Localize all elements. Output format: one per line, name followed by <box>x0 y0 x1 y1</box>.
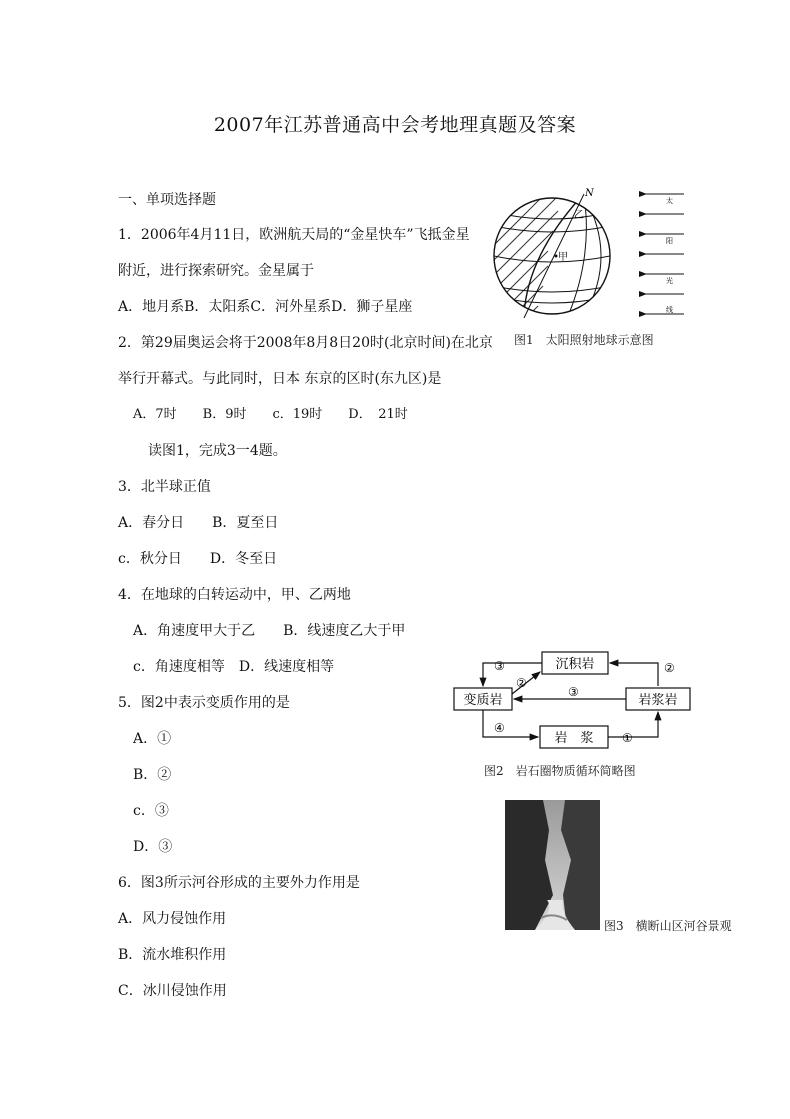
question-3-options-cd: c．秋分日 D．冬至日 <box>118 551 278 567</box>
question-2-line-2: 举行开幕式。与此同时，日本 东京的区时(东九区)是 <box>118 371 442 387</box>
arrow-sed-to-meta <box>483 663 542 686</box>
question-6-option-b: B．流水堆积作用 <box>118 947 227 963</box>
label-magma: 岩 浆 <box>554 731 594 746</box>
figure-1-caption: 图1 太阳照射地球示意图 <box>514 333 654 347</box>
point-yi-label: 乙 <box>574 210 584 221</box>
question-1-line-1: 1．2006年4月11日，欧洲航天局的“金星快车”飞抵金星 <box>118 227 470 243</box>
sunlight-arrows <box>646 194 684 314</box>
question-5-option-b: B．② <box>133 767 172 783</box>
label-metamorphic: 变质岩 <box>463 693 503 708</box>
label-sedimentary: 沉积岩 <box>555 657 595 672</box>
arrow-label-3-mid: ③ <box>568 685 579 699</box>
sun-char-3: 光 <box>666 277 673 285</box>
reading-instruction: 读图1，完成3一4题。 <box>148 443 287 459</box>
question-4: 4．在地球的白转运动中，甲、乙两地 <box>118 587 351 603</box>
figure-1-earth-illumination <box>488 186 693 326</box>
question-6: 6．图3所示河谷形成的主要外力作用是 <box>118 875 360 891</box>
arrow-label-2-left: ② <box>516 676 527 690</box>
north-label: N <box>585 188 594 199</box>
question-4-options-ab: A．角速度甲大于乙 B．线速度乙大于甲 <box>133 623 406 639</box>
question-5-option-d: D．③ <box>133 839 173 855</box>
figure-3-valley-photo <box>505 800 600 930</box>
globe <box>488 186 693 326</box>
question-6-option-a: A．风力侵蚀作用 <box>118 911 227 927</box>
question-5: 5．图2中表示变质作用的是 <box>118 695 290 711</box>
question-6-option-c: C．冰川侵蚀作用 <box>118 983 227 999</box>
question-4-options-cd: c．角速度相等 D．线速度相等 <box>133 659 335 675</box>
arrow-label-3-top: ③ <box>494 659 505 673</box>
question-2-line-1: 2．第29届奥运会将于2008年8月8日20时(北京时间)在北京 <box>118 335 493 351</box>
question-5-option-c: c．③ <box>133 803 169 819</box>
page-title: 2007年江苏普通高中会考地理真题及答案 <box>213 114 577 136</box>
point-jia-label: 甲 <box>558 252 568 263</box>
arrow-magma-to-ign <box>608 712 658 737</box>
arrow-label-4: ④ <box>494 721 505 735</box>
figure-2-caption: 图2 岩石圈物质循环简略图 <box>484 764 636 778</box>
point-jia-marker <box>555 255 558 258</box>
arrow-label-2-right: ② <box>664 661 675 675</box>
sun-char-1: 太 <box>666 197 673 205</box>
arrow-meta-to-magma <box>483 710 538 737</box>
question-1-line-2: 附近，进行探索研究。金星属于 <box>118 263 314 279</box>
figure-3-caption: 图3 横断山区河谷景观 <box>604 919 732 933</box>
label-igneous: 岩浆岩 <box>638 693 678 708</box>
question-2-options: A．7时 B．9时 c．19时 D． 21时 <box>133 407 408 422</box>
question-3-options-ab: A．春分日 B．夏至日 <box>118 515 279 531</box>
question-1-options: A．地月系B．太阳系C．河外星系D．狮子星座 <box>118 299 413 315</box>
sun-char-2: 阳 <box>666 237 673 245</box>
arrow-ign-to-sed <box>610 663 658 686</box>
section-heading: 一、单项选择题 <box>118 192 216 208</box>
question-3: 3．北半球正值 <box>118 479 211 495</box>
figure-2-rock-cycle <box>450 650 700 755</box>
question-5-option-a: A．① <box>133 731 172 747</box>
arrow-label-1: ① <box>622 731 633 745</box>
globe-outline <box>494 198 610 314</box>
sun-char-4: 线 <box>666 306 673 314</box>
